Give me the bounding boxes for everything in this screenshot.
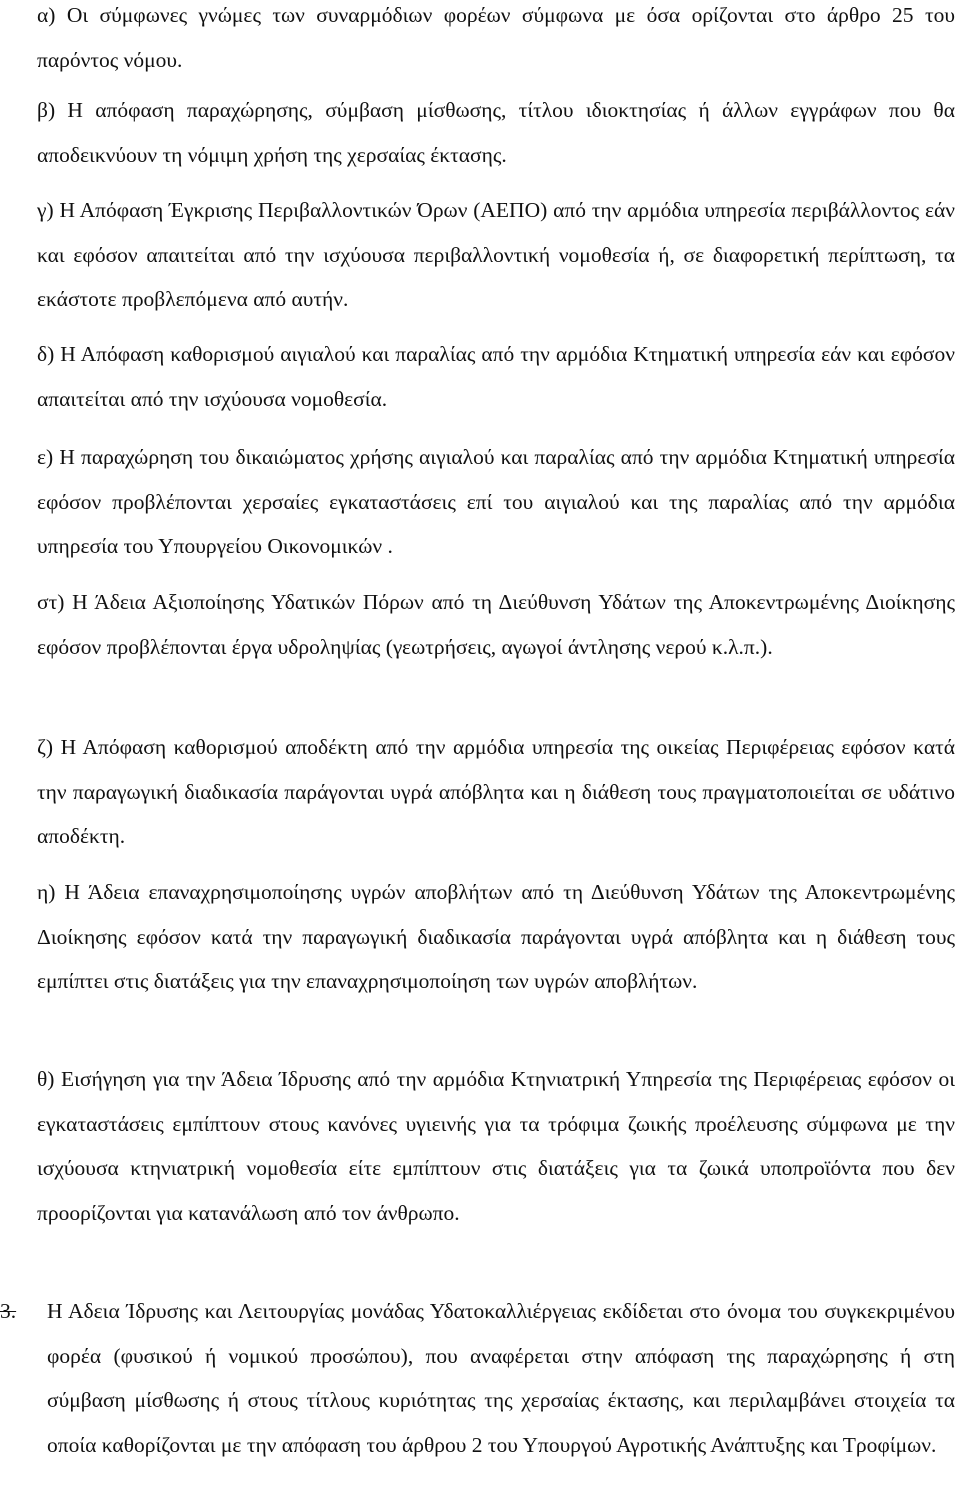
paragraph-zeta: ζ) Η Απόφαση καθορισμού αποδέκτη από την αρμόδια υπηρεσία της οικείας Περιφέρειας εφόσον κατά την παραγωγική διαδικασία παράγονται υγρά απόβλητα και η διάθεση τους πραγματοποιείται σε υδάτινο αποδέκτη. bbox=[37, 735, 955, 848]
paragraph-theta: θ) Εισήγηση για την Άδεια Ίδρυσης από την αρμόδια Κτηνιατρική Υπηρεσία της Περιφέρειας εφόσον οι εγκαταστάσεις εμπίπτουν στους κανόνες υγιεινής για τα τρόφιμα ζωικής προέλευσης σύμφωνα με την ισχύουσα κτηνιατρική νομοθεσία είτε εμπίπτουν στις διατάξεις για τα ζωικά υποπροϊόντα που δεν προορίζονται για κατανάλωση από τον άνθρωπο. bbox=[37, 1067, 955, 1225]
paragraph-eta: η) Η Άδεια επαναχρησιμοποίησης υγρών αποβλήτων από τη Διεύθυνση Υδάτων της Αποκεντρωμένης Διοίκησης εφόσον κατά την παραγωγική διαδικασία παράγονται υγρά απόβλητα και η διάθεση τους εμπίπτει στις διατάξεις για την επαναχρησιμοποίηση των υγρών αποβλήτων. bbox=[37, 880, 955, 993]
item-text: Η Αδεια Ίδρυσης και Λειτουργίας μονάδας Υδατοκαλλιέργειας εκδίδεται στο όνομα του συγκεκριμένου φορέα (φυσικού ή νομικού προσώπου), που αναφέρεται στην απόφαση της παραχώρησης ή στη σύμβαση μίσθωσης ή στους τίτλους κυριότητας της χερσαίας έκτασης, και περιλαμβάνει στοιχεία τα οποία καθορίζονται με την απόφαση του άρθρου 2 του Υπουργού Αγροτικής Ανάπτυξης και Τροφίμων. bbox=[47, 1299, 955, 1457]
paragraph-gamma: γ) Η Απόφαση Έγκρισης Περιβαλλοντικών Όρων (ΑΕΠΟ) από την αρμόδια υπηρεσία περιβάλλοντος εάν και εφόσον απαιτείται από την ισχύουσα περιβαλλοντική νομοθεσία ή, σε διαφορετική περίπτωση, τα εκάστοτε προβλεπόμενα από αυτήν. bbox=[37, 198, 955, 311]
paragraph-alpha: α) Οι σύμφωνες γνώμες των συναρμόδιων φορέων σύμφωνα με όσα ορίζονται στο άρθρο 25 του παρόντος νόμου. bbox=[37, 3, 955, 72]
item-number: 3. bbox=[0, 1299, 17, 1323]
paragraph-epsilon: ε) Η παραχώρηση του δικαιώματος χρήσης αιγιαλού και παραλίας από την αρμόδια Κτηματική υπηρεσία εφόσον προβλέπονται χερσαίες εγκαταστάσεις επί του αιγιαλού και της παραλίας από την αρμόδια υπηρεσία του Υπουργείου Οικονομικών . bbox=[37, 445, 955, 558]
paragraph-delta: δ) Η Απόφαση καθορισμού αιγιαλού και παραλίας από την αρμόδια Κτηματική υπηρεσία εάν και εφόσον απαιτείται από την ισχύουσα νομοθεσία. bbox=[37, 342, 955, 411]
paragraph-stigma: στ) Η Άδεια Αξιοποίησης Υδατικών Πόρων από τη Διεύθυνση Υδάτων της Αποκεντρωμένης Διοίκησης εφόσον προβλέπονται έργα υδροληψίας (γεωτρήσεις, αγωγοί άντλησης νερού κ.λ.π.). bbox=[37, 590, 955, 659]
paragraph-beta: β) Η απόφαση παραχώρησης, σύμβαση μίσθωσης, τίτλου ιδιοκτησίας ή άλλων εγγράφων που θα αποδεικνύουν τη νόμιμη χρήση της χερσαίας έκτασης. bbox=[37, 98, 955, 167]
